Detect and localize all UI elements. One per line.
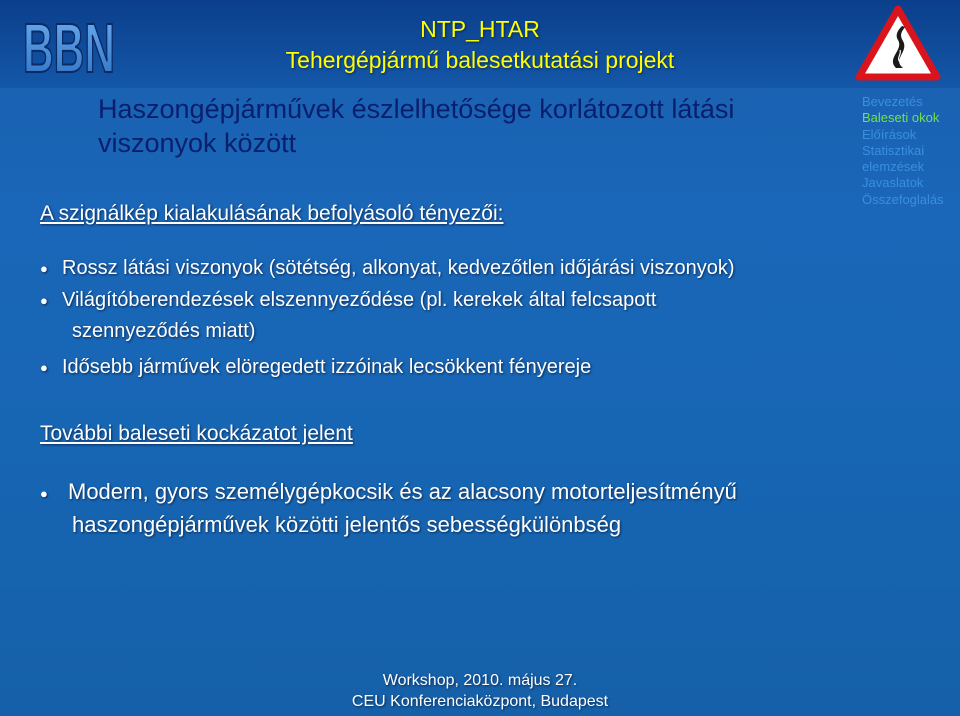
list-item	[40, 253, 880, 284]
logo-text: BBN	[23, 9, 115, 87]
bullet-icon: ●	[40, 485, 48, 501]
side-navigation	[862, 94, 958, 208]
bullet-icon: ●	[40, 359, 48, 375]
nav-item-baleseti-okok[interactable]: Baleseti okok	[862, 110, 940, 126]
footer-venue: CEU Konferenciaközpont, Budapest	[351, 693, 609, 710]
nav-item-elemzesek[interactable]: elemzések	[862, 159, 925, 175]
list-item-text: Modern, gyors személygépkocsik és az alacsony motorteljesítményű	[68, 479, 737, 504]
project-title-line2: Tehergépjármű balesetkutatási projekt	[285, 47, 675, 73]
road-warning-sign-icon	[856, 6, 940, 80]
nav-item-osszefoglalas[interactable]: Összefoglalás	[862, 191, 944, 207]
footer-event: Workshop, 2010. május 27.	[382, 672, 578, 689]
header-band	[0, 0, 960, 88]
section-heading-risk: További baleseti kockázatot jelent	[40, 422, 353, 445]
nav-item-javaslatok[interactable]: Javaslatok	[862, 175, 924, 191]
list-item	[40, 476, 880, 540]
nav-item-eloirasok[interactable]: Előírások	[862, 126, 917, 142]
list-item-text: Rossz látási viszonyok (sötétség, alkonyat, kedvezőtlen időjárási viszonyok)	[62, 257, 735, 279]
slide-title-line2: viszonyok között	[98, 128, 297, 158]
list-item-continuation: haszongépjárművek közötti jelentős sebességkülönbség	[72, 511, 622, 537]
nav-item-bevezetes[interactable]: Bevezetés	[862, 94, 923, 109]
section-heading-factors: A szignálkép kialakulásának befolyásoló tényezői:	[40, 202, 504, 225]
bullet-icon: ●	[40, 292, 48, 308]
bbn-logo	[22, 8, 117, 87]
list-item	[40, 285, 880, 346]
slide-title-line1: Haszongépjárművek észlelhetősége korlátozott látási	[98, 94, 735, 124]
list-item-continuation: szennyeződés miatt)	[72, 319, 256, 342]
nav-item-statisztikai[interactable]: Statisztikai	[862, 142, 925, 158]
list-item-text: Világítóberendezések elszennyeződése (pl. kerekek által felcsapott	[62, 289, 657, 311]
bullet-icon: ●	[40, 260, 48, 276]
project-title-line1: NTP_HTAR	[420, 16, 540, 42]
slide-title	[98, 92, 818, 160]
list-item	[40, 352, 880, 383]
list-item-text: Idősebb járművek elöregedett izzóinak lecsökkent fényereje	[62, 356, 592, 378]
